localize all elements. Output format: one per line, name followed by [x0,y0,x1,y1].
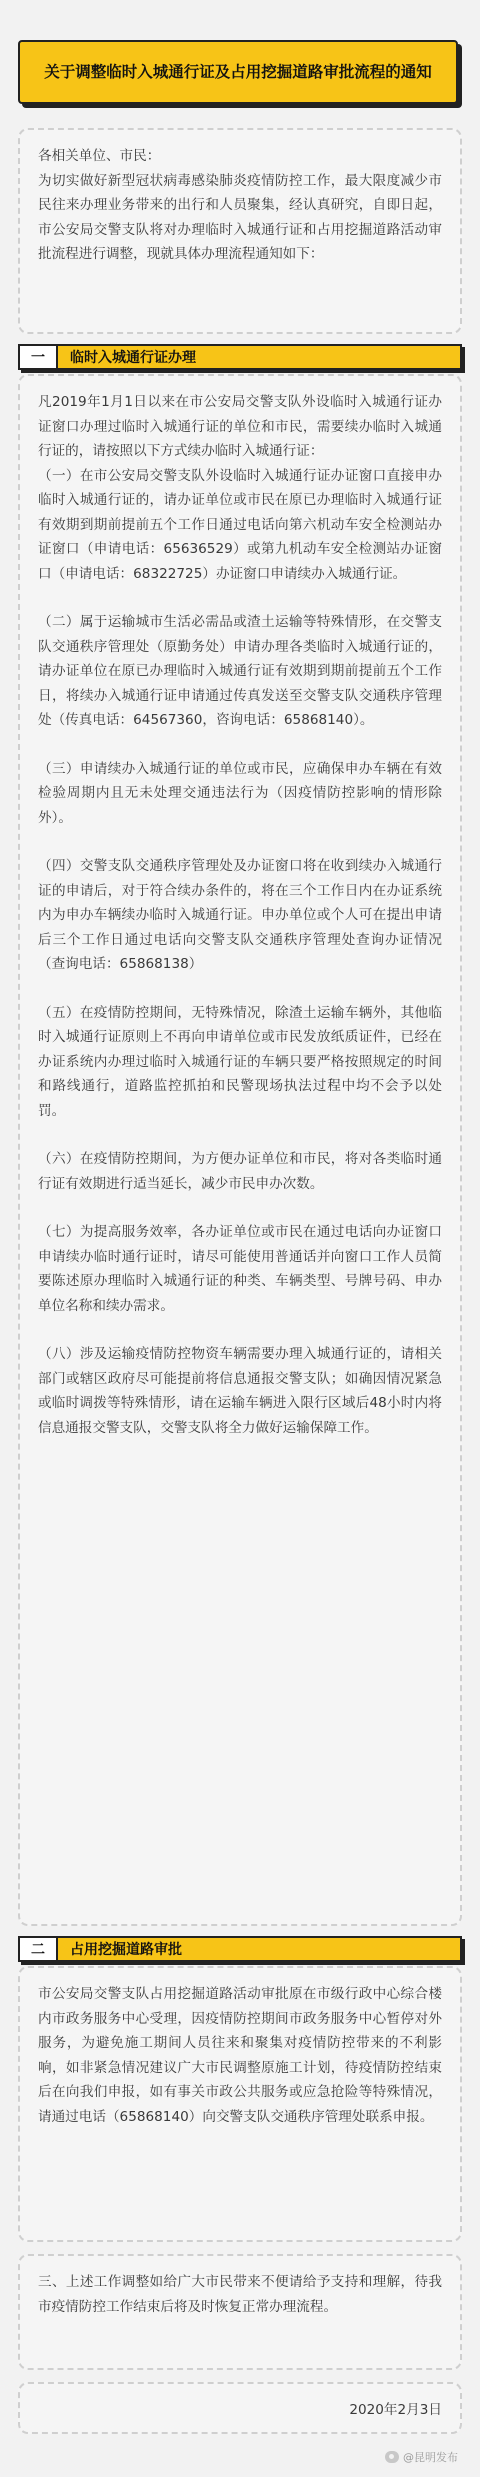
closing-card [18,2254,462,2370]
section-heading-1: 临时入城通行证办理 [70,350,196,366]
closing-text: 三、上述工作调整如给广大市民带来不便请给予支持和理解，待我市疫情防控工作结束后将及时恢复正常办理流程。 [38,2274,442,2315]
section-number-1: 一 [20,346,58,368]
weibo-logo-icon [385,2451,399,2463]
section-heading-2: 占用挖掘道路审批 [70,1942,182,1958]
section-1-paragraph: 凡2019年1月1日以来在市公安局交警支队外设临时入城通行证办证窗口办理过临时入城通行证的单位和市民，需要续办临时入城通行证的，请按照以下方式续办临时入城通行证： （一）在市公安局交警支队外设临时入城通行证办证窗口直接申办临时入城通行证的，请办证单位或市民在原已办理临时入城通行证有效期到期前提前五个工作日通过电话向第六机动车安全检测站办证窗口（申请电话：65636529）或第九机动车安全检测站办证窗口（申请电话：68322725）办证窗口申请续办入城通行证。 [38,394,443,582]
section-1-paragraph: （四）交警支队交通秩序管理处及办证窗口将在收到续办入城通行证的申请后，对于符合续办条件的，将在三个工作日内在办证系统内为申办车辆续办临时入城通行证。申办单位或个人可在提出申请后三个工作日通过电话向交警支队交通秩序管理处查询办证情况（查询电话：65868138） [38,858,442,972]
section-2-card [18,1966,462,2242]
intro-salutation: 各相关单位、市民： [38,148,161,164]
section-header-1 [18,344,462,370]
section-1-paragraph: （三）申请续办入城通行证的单位或市民，应确保申办车辆在有效检验周期内且无未处理交通违法行为（因疫情防控影响的情形除外）。 [38,760,442,826]
intro-body: 为切实做好新型冠状病毒感染肺炎疫情防控工作，最大限度减少市民往来办理业务带来的出行和人员聚集，经认真研究，自即日起，市公安局交警支队将对办理临时入城通行证和占用挖掘道路活动审批流程进行调整，现就具体办理流程通知如下： [38,172,442,262]
watermark-text: @昆明发布 [403,2451,458,2464]
section-1-paragraph: （二）属于运输城市生活必需品或渣土运输等特殊情形，在交警支队交通秩序管理处（原勤务处）申请办理各类临时入城通行证的，请办证单位在原已办理临时入城通行证有效期到期前提前五个工作日，将续办入城通行证申请通过传真发送至交警支队交通秩序管理处（传真电话：64567360，咨询电话：65868140）。 [38,614,442,728]
date-card [18,2382,462,2434]
section-1-paragraph: （八）涉及运输疫情防控物资车辆需要办理入城通行证的，请相关部门或辖区政府尽可能提前将信息通报交警支队；如确因情况紧急或临时调拨等特殊情形，请在运输车辆进入限行区域后48小时内将信息通报交警支队，交警支队将全力做好运输保障工作。 [38,1346,442,1436]
notice-date: 2020年2月3日 [349,2402,442,2418]
section-2-body: 市公安局交警支队占用挖掘道路活动审批原在市级行政中心综合楼内市政务服务中心受理，因疫情防控期间市政务服务中心暂停对外服务，为避免施工期间人员往来和聚集对疫情防控带来的不利影响，如非紧急情况建议广大市民调整原施工计划，待疫情防控结束后在向我们申报，如有事关市政公共服务或应急抢险等特殊情况，请通过电话（65868140）向交警支队交通秩序管理处联系申报。 [38,1986,442,2125]
section-1-card [18,374,462,1926]
intro-card [18,128,462,334]
section-1-paragraph: （七）为提高服务效率，各办证单位或市民在通过电话向办证窗口申请续办临时通行证时，请尽可能使用普通话并向窗口工作人员简要陈述原办理临时入城通行证的种类、车辆类型、号牌号码、申办单位名称和续办需求。 [38,1224,442,1314]
watermark [385,2448,458,2466]
section-1-paragraph: （六）在疫情防控期间，为方便办证单位和市民，将对各类临时通行证有效期进行适当延长，减少市民申办次数。 [38,1151,442,1192]
section-1-paragraph: （五）在疫情防控期间，无特殊情况，除渣土运输车辆外，其他临时入城通行证原则上不再向申请单位或市民发放纸质证件，已经在办证系统内办理过临时入城通行证的车辆只要严格按照规定的时间和路线通行，道路监控抓拍和民警现场执法过程中均不会予以处罚。 [38,1004,442,1119]
section-header-2 [18,1936,462,1962]
notice-title: 关于调整临时入城通行证及占用挖掘道路审批流程的通知 [18,40,458,104]
section-number-2: 二 [20,1938,58,1960]
